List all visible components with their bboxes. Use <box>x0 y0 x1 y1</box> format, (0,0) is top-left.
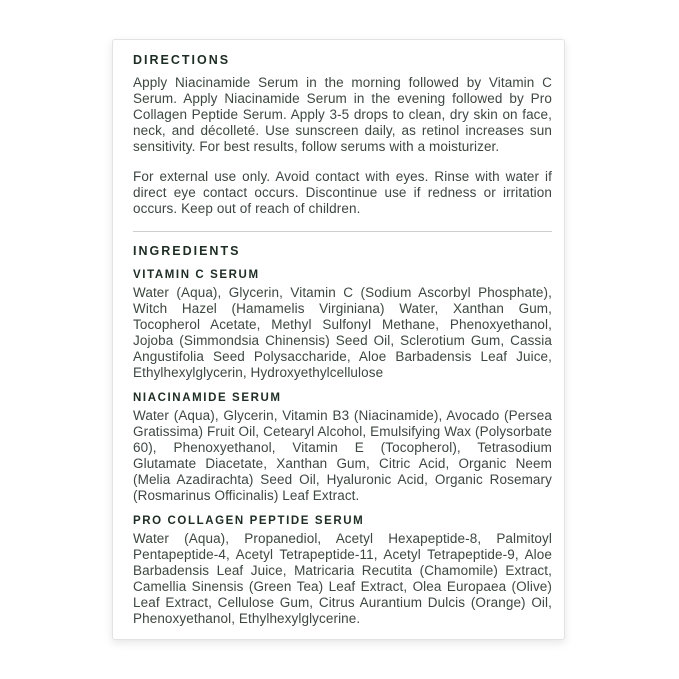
ingredients-heading: INGREDIENTS <box>133 244 241 258</box>
ingredient-section-title-vitamin-c: VITAMIN C SERUM <box>133 269 260 281</box>
directions-paragraph-warning: For external use only. Avoid contact with eyes. Rinse with water if direct eye contact occurs. Discontinue use if redness or irritation occurs. Keep out of reach of children. <box>133 169 552 216</box>
ingredient-section-title-niacinamide: NIACINAMIDE SERUM <box>133 392 282 404</box>
ingredient-section-title-pro-collagen: PRO COLLAGEN PEPTIDE SERUM <box>133 515 365 527</box>
section-divider <box>133 231 552 232</box>
ingredient-section-vitamin-c <box>133 268 552 381</box>
directions-heading: DIRECTIONS <box>133 53 231 67</box>
ingredient-section-pro-collagen <box>133 514 552 627</box>
ingredient-list-pro-collagen: Water (Aqua), Propanediol, Acetyl Hexapeptide-8, Palmitoyl Pentapeptide-4, Acetyl Tetrapeptide-11, Acetyl Tetrapeptide-9, Aloe Barbadensis Leaf Juice, Matricaria Recutita (Chamomile) Extract, Camellia Sinensis (Green Tea) Leaf Extract, Olea Europaea (Olive) Leaf Extract, Cellulose Gum, Citrus Aurantium Dulcis (Orange) Oil, Phenoxyethanol, Ethylhexylglycerine. <box>133 531 552 626</box>
directions-paragraph-usage: Apply Niacinamide Serum in the morning followed by Vitamin C Serum. Apply Niacinamide Serum in the evening followed by Pro Collagen Peptide Serum. Apply 3-5 drops to clean, dry skin on face, neck, and décolleté. Use sunscreen daily, as retinol increases sun sensitivity. For best results, follow serums with a moisturizer. <box>133 75 552 154</box>
product-info-card <box>112 39 565 640</box>
ingredient-list-niacinamide: Water (Aqua), Glycerin, Vitamin B3 (Niacinamide), Avocado (Persea Gratissima) Fruit Oil, Cetearyl Alcohol, Emulsifying Wax (Polysorbate 60), Phenoxyethanol, Vitamin E (Tocopherol), Tetrasodium Glutamate Diacetate, Xanthan Gum, Citric Acid, Organic Neem (Melia Azadirachta) Seed Oil, Hyaluronic Acid, Organic Rosemary (Rosmarinus Officinalis) Leaf Extract. <box>133 408 552 503</box>
ingredient-list-vitamin-c: Water (Aqua), Glycerin, Vitamin C (Sodium Ascorbyl Phosphate), Witch Hazel (Hamamelis Virginiana) Water, Xanthan Gum, Tocopherol Acetate, Methyl Sulfonyl Methane, Phenoxyethanol, Jojoba (Simmondsia Chinensis) Seed Oil, Sclerotium Gum, Cassia Angustifolia Seed Polysaccharide, Aloe Barbadensis Leaf Juice, Ethylhexylglycerin, Hydroxyethylcellulose <box>133 285 552 380</box>
ingredient-section-niacinamide <box>133 391 552 504</box>
